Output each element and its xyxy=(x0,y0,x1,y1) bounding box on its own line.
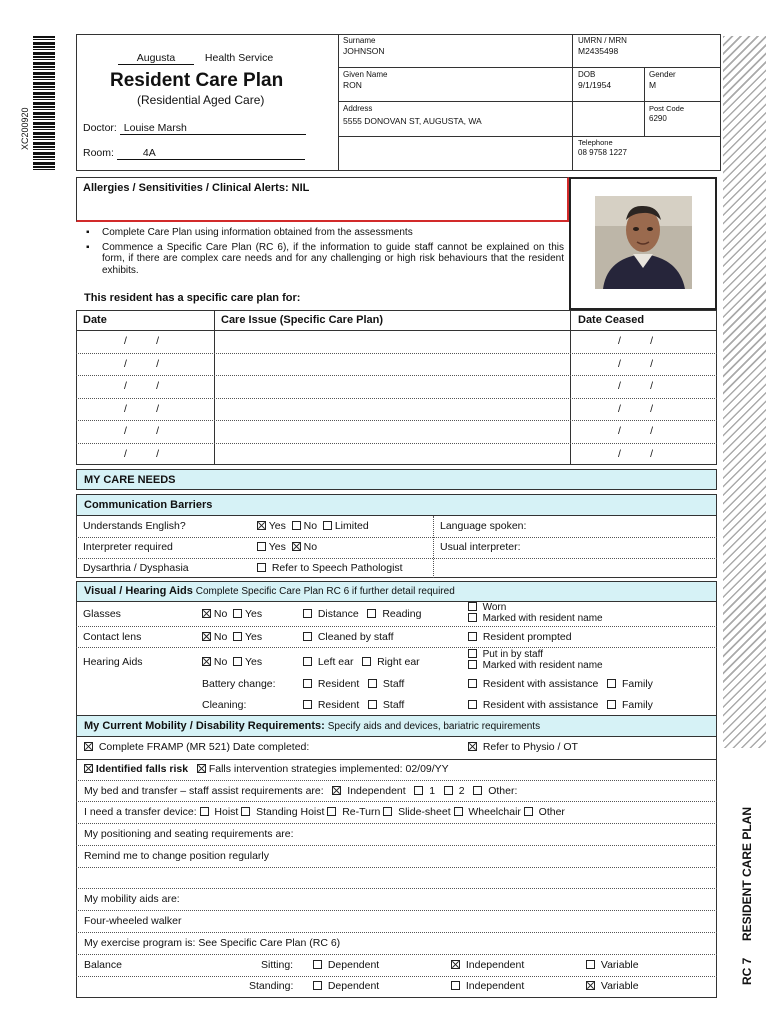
sitting-dependent-checkbox[interactable] xyxy=(313,960,322,969)
contact-no-checkbox[interactable] xyxy=(202,632,211,641)
option-label: Limited xyxy=(334,520,369,532)
glasses-worn xyxy=(468,602,603,624)
positioning-label: My positioning and seating requirements are: xyxy=(84,828,294,840)
mobility-note: Specify aids and devices, bariatric requirements xyxy=(327,721,541,732)
care-issue-field[interactable] xyxy=(215,421,569,442)
standing-variable-checkbox[interactable] xyxy=(586,981,595,990)
battery-family-checkbox[interactable] xyxy=(607,679,616,688)
physio-row xyxy=(468,741,578,753)
form-subtitle: (Residential Aged Care) xyxy=(137,93,265,107)
resident-prompted xyxy=(468,631,572,643)
bed-transfer-row xyxy=(84,785,517,797)
interpreter-label: Interpreter required xyxy=(83,541,173,553)
postcode-label: Post Code xyxy=(649,104,685,113)
service-name: Augusta xyxy=(118,52,194,65)
option-label: Reading xyxy=(382,608,422,620)
positioning-value[interactable]: Remind me to change position regularly xyxy=(84,850,270,862)
falls-strategies-checkbox[interactable] xyxy=(197,764,206,773)
surname-label: Surname xyxy=(343,36,376,45)
english-yes-checkbox[interactable] xyxy=(257,521,266,530)
telephone-value[interactable]: 08 9758 1227 xyxy=(578,148,627,157)
cleaning-family-checkbox[interactable] xyxy=(607,700,616,709)
visual-hearing-header xyxy=(77,582,716,601)
gender-label: Gender xyxy=(649,70,676,79)
option-label: Staff xyxy=(382,699,405,711)
hearing-aids-label: Hearing Aids xyxy=(83,656,143,668)
right-ear-checkbox[interactable] xyxy=(362,657,371,666)
dob-value[interactable]: 9/1/1954 xyxy=(578,80,612,90)
service-suffix: Health Service xyxy=(204,52,274,64)
doctor-line xyxy=(83,122,306,135)
transfer-independent-checkbox[interactable] xyxy=(332,786,341,795)
hearing-put-in xyxy=(468,649,603,671)
telephone-label: Telephone xyxy=(578,138,613,147)
bullet-item: ▪ Complete Care Plan using information obtained from the assessments xyxy=(86,227,413,238)
glasses-options xyxy=(202,608,262,620)
my-care-needs-title: MY CARE NEEDS xyxy=(84,474,176,486)
cleaned-by-staff xyxy=(303,631,394,643)
hearing-no-checkbox[interactable] xyxy=(202,657,211,666)
put-in-by-staff-checkbox[interactable] xyxy=(468,649,477,658)
date-field[interactable]: / / xyxy=(124,425,160,437)
option-label: Yes xyxy=(244,631,263,643)
contact-yes-checkbox[interactable] xyxy=(233,632,242,641)
glasses-no-checkbox[interactable] xyxy=(202,609,211,618)
dob-label: DOB xyxy=(578,70,596,79)
hearing-ears xyxy=(303,656,420,668)
understands-english-options xyxy=(257,520,369,532)
option-label: Yes xyxy=(244,608,263,620)
care-issue-field[interactable] xyxy=(215,399,569,420)
date-ceased-field[interactable]: / / xyxy=(618,335,654,347)
battery-assist-checkbox[interactable] xyxy=(468,679,477,688)
falls-risk-checkbox[interactable] xyxy=(84,764,93,773)
battery-resident-checkbox[interactable] xyxy=(303,679,312,688)
barcode xyxy=(33,36,55,171)
contact-lens-label: Contact lens xyxy=(83,631,142,643)
date-field[interactable]: / / xyxy=(124,447,160,460)
option-label: Slide-sheet xyxy=(398,806,451,818)
option-label: Family xyxy=(622,678,653,690)
room-label: Room: xyxy=(83,147,114,159)
option-label: Worn xyxy=(482,602,507,613)
option-label: Resident xyxy=(317,678,360,690)
option-label: Family xyxy=(622,699,653,711)
allergies-text: Allergies / Sensitivities / Clinical Alerts: NIL xyxy=(83,182,310,194)
option-label: 2 xyxy=(458,785,465,797)
physio-checkbox[interactable] xyxy=(468,742,477,751)
care-issue-field[interactable] xyxy=(215,354,569,375)
option-label: Yes xyxy=(268,541,286,553)
mobility-header xyxy=(77,716,716,736)
exercise-program: My exercise program is: See Specific Care Plan (RC 6) xyxy=(84,937,341,949)
communication-header xyxy=(77,495,716,515)
hoist-checkbox[interactable] xyxy=(200,807,209,816)
sitting-variable-checkbox[interactable] xyxy=(586,960,595,969)
visual-hearing-note: Complete Specific Care Plan RC 6 if further detail required xyxy=(195,586,455,597)
glasses-marked-checkbox[interactable] xyxy=(468,613,477,622)
bed-transfer-label: My bed and transfer – staff assist requirements are: xyxy=(84,785,324,797)
doctor-label: Doctor: xyxy=(83,122,117,134)
falls-risk-label: Identified falls risk xyxy=(95,763,189,775)
option-label: Resident xyxy=(317,699,360,711)
option-label: Hoist xyxy=(214,806,239,818)
glasses-yes-checkbox[interactable] xyxy=(233,609,242,618)
option-label: Right ear xyxy=(377,656,420,668)
option-label: Variable xyxy=(600,959,639,971)
interpreter-yes-checkbox[interactable] xyxy=(257,542,266,551)
option-label: Refer to Speech Pathologist xyxy=(271,562,403,574)
distance-checkbox[interactable] xyxy=(303,609,312,618)
form-code: XC200920 xyxy=(20,107,30,150)
framp-row xyxy=(84,741,309,753)
standing-hoist-checkbox[interactable] xyxy=(241,807,250,816)
standing-dependent xyxy=(313,980,379,992)
bullet-text: Complete Care Plan using information obtained from the assessments xyxy=(102,227,413,238)
wheelchair-checkbox[interactable] xyxy=(454,807,463,816)
bullet-list xyxy=(86,227,564,276)
side-label: RC 7 RESIDENT CARE PLAN xyxy=(740,806,754,985)
falls-risk-row xyxy=(84,763,449,775)
speech-path-checkbox[interactable] xyxy=(257,563,266,572)
date-ceased-field[interactable]: / / xyxy=(618,402,654,415)
worn-checkbox[interactable] xyxy=(468,602,477,611)
option-label: Put in by staff xyxy=(482,649,543,660)
interpreter-no-checkbox[interactable] xyxy=(292,542,301,551)
sitting-dependent xyxy=(313,959,379,971)
option-label: Distance xyxy=(317,608,359,620)
hearing-yes-checkbox[interactable] xyxy=(233,657,242,666)
mobility-aids-label: My mobility aids are: xyxy=(84,893,180,905)
speech-path-option xyxy=(257,562,403,574)
device-other-checkbox[interactable] xyxy=(524,807,533,816)
language-spoken-label[interactable]: Language spoken: xyxy=(440,520,527,532)
my-care-needs-header xyxy=(76,469,717,490)
col-header-care-issue: Care Issue (Specific Care Plan) xyxy=(221,314,384,326)
option-label: Other xyxy=(538,806,565,818)
usual-interpreter-label[interactable]: Usual interpreter: xyxy=(440,541,521,553)
sitting-variable xyxy=(586,959,639,971)
option-label: No xyxy=(303,520,318,532)
care-issue-field[interactable] xyxy=(215,331,569,352)
english-no-checkbox[interactable] xyxy=(292,521,301,530)
cleaning-assist xyxy=(468,699,653,711)
form-title: Resident Care Plan xyxy=(110,70,284,91)
option-label: Staff xyxy=(382,678,405,690)
transfer-device-label: I need a transfer device: xyxy=(84,806,197,818)
sitting-independent-checkbox[interactable] xyxy=(451,960,460,969)
option-label: Variable xyxy=(600,980,639,992)
cleaning-resident-checkbox[interactable] xyxy=(303,700,312,709)
given-label: Given Name xyxy=(343,70,388,79)
standing-independent xyxy=(451,980,524,992)
option-label: Independent xyxy=(465,959,525,971)
battery-change-label: Battery change: xyxy=(202,678,276,690)
left-ear-checkbox[interactable] xyxy=(303,657,312,666)
date-ceased-field[interactable]: / / xyxy=(618,380,654,392)
option-label: Independent xyxy=(465,980,525,992)
visual-hearing-title: Visual / Hearing Aids xyxy=(84,585,193,597)
communication-title: Communication Barriers xyxy=(84,499,213,511)
date-field[interactable]: / / xyxy=(124,402,160,415)
service-line xyxy=(118,52,273,65)
sitting-independent xyxy=(451,959,524,971)
hatch-strip xyxy=(723,36,766,748)
hearing-options xyxy=(202,656,262,668)
option-label: Resident prompted xyxy=(482,631,572,643)
date-field[interactable]: / / xyxy=(124,380,160,392)
mobility-title: My Current Mobility / Disability Requirements: xyxy=(84,720,325,732)
date-ceased-field[interactable]: / / xyxy=(618,447,654,460)
room-line xyxy=(83,147,305,160)
option-label: Yes xyxy=(244,656,263,668)
option-label: Marked with resident name xyxy=(482,613,603,624)
transfer-1-checkbox[interactable] xyxy=(414,786,423,795)
option-label: Other: xyxy=(488,785,518,797)
surname-value[interactable]: JOHNSON xyxy=(343,46,385,56)
slide-sheet-checkbox[interactable] xyxy=(383,807,392,816)
option-label: Dependent xyxy=(327,959,380,971)
transfer-device-row xyxy=(84,806,565,818)
interpreter-options xyxy=(257,541,317,553)
option-label: Marked with resident name xyxy=(482,660,603,671)
physio-label: Refer to Physio / OT xyxy=(482,741,578,753)
option-label: Standing Hoist xyxy=(256,806,325,818)
option-label: Independent xyxy=(347,785,406,797)
falls-strategies-label: Falls intervention strategies implemented: 02/09/YY xyxy=(208,763,449,775)
resident-photo xyxy=(595,196,692,289)
col-header-date: Date xyxy=(83,314,107,326)
given-value[interactable]: RON xyxy=(343,80,362,90)
option-label: Re-Turn xyxy=(342,806,381,818)
standing-variable xyxy=(586,980,639,992)
mobility-aids-value[interactable]: Four-wheeled walker xyxy=(84,915,182,927)
specific-plan-heading: This resident has a specific care plan for: xyxy=(84,292,301,304)
option-label: Wheelchair xyxy=(468,806,521,818)
doctor-value[interactable]: Louise Marsh xyxy=(120,122,306,135)
cleaning-options xyxy=(303,699,404,711)
transfer-2-checkbox[interactable] xyxy=(444,786,453,795)
standing-label: Standing: xyxy=(249,980,294,992)
option-label: Cleaned by staff xyxy=(317,631,394,643)
col-header-date-ceased: Date Ceased xyxy=(578,314,645,326)
option-label: Resident with assistance xyxy=(482,678,599,690)
glasses-distance xyxy=(303,608,421,620)
care-issue-field[interactable] xyxy=(215,376,569,397)
care-issue-field[interactable] xyxy=(215,444,569,465)
postcode-value[interactable]: 6290 xyxy=(649,114,667,123)
framp-checkbox[interactable] xyxy=(84,742,93,751)
reading-checkbox[interactable] xyxy=(367,609,376,618)
option-label: Yes xyxy=(268,520,286,532)
battery-options xyxy=(303,678,404,690)
date-ceased-field[interactable]: / / xyxy=(618,425,654,437)
transfer-other-checkbox[interactable] xyxy=(473,786,482,795)
contact-options xyxy=(202,631,262,643)
cleaned-by-staff-checkbox[interactable] xyxy=(303,632,312,641)
date-ceased-field[interactable]: / / xyxy=(618,357,654,370)
room-value[interactable]: 4A xyxy=(117,147,305,160)
umrn-value[interactable]: M2435498 xyxy=(578,46,619,56)
address-value[interactable]: 5555 DONOVAN ST, AUGUSTA, WA xyxy=(343,116,482,126)
framp-label: Complete FRAMP (MR 521) Date completed: xyxy=(98,741,310,753)
cleaning-staff-checkbox[interactable] xyxy=(368,700,377,709)
sitting-label: Sitting: xyxy=(261,959,294,971)
date-field[interactable]: / / xyxy=(124,357,160,370)
umrn-label: UMRN / MRN xyxy=(578,36,627,45)
cleaning-assist-checkbox[interactable] xyxy=(468,700,477,709)
option-label: Dependent xyxy=(327,980,380,992)
option-label: Left ear xyxy=(317,656,354,668)
date-field[interactable]: / / xyxy=(124,335,160,347)
understands-english-label: Understands English? xyxy=(83,520,186,532)
standing-independent-checkbox[interactable] xyxy=(451,981,460,990)
standing-dependent-checkbox[interactable] xyxy=(313,981,322,990)
patient-box xyxy=(338,34,721,171)
option-label: Resident with assistance xyxy=(482,699,599,711)
english-limited-checkbox[interactable] xyxy=(323,521,332,530)
glasses-label: Glasses xyxy=(83,608,121,620)
bullet-item: ▪ Commence a Specific Care Plan (RC 6), if the information to guide staff cannot be explained on this form, if there are complex care needs and for any challenging or high risk behaviours that the resident exhibits. xyxy=(86,241,564,276)
battery-assist xyxy=(468,678,653,690)
gender-value[interactable]: M xyxy=(649,80,657,90)
option-label: No xyxy=(213,631,228,643)
re-turn-checkbox[interactable] xyxy=(327,807,336,816)
balance-label: Balance xyxy=(84,959,122,971)
option-label: 1 xyxy=(429,785,436,797)
bullet-text: Commence a Specific Care Plan (RC 6), if the information to guide staff cannot be explained on this form, if there are complex care needs and for any challenging or high risk behaviours that the resident exhibits. xyxy=(102,241,564,276)
dysarthria-label: Dysarthria / Dysphasia xyxy=(83,562,189,574)
option-label: No xyxy=(213,608,228,620)
resident-prompted-checkbox[interactable] xyxy=(468,632,477,641)
option-label: No xyxy=(303,541,318,553)
battery-staff-checkbox[interactable] xyxy=(368,679,377,688)
cleaning-label: Cleaning: xyxy=(202,699,247,711)
address-label: Address xyxy=(343,104,373,113)
hearing-marked-checkbox[interactable] xyxy=(468,660,477,669)
option-label: No xyxy=(213,656,228,668)
